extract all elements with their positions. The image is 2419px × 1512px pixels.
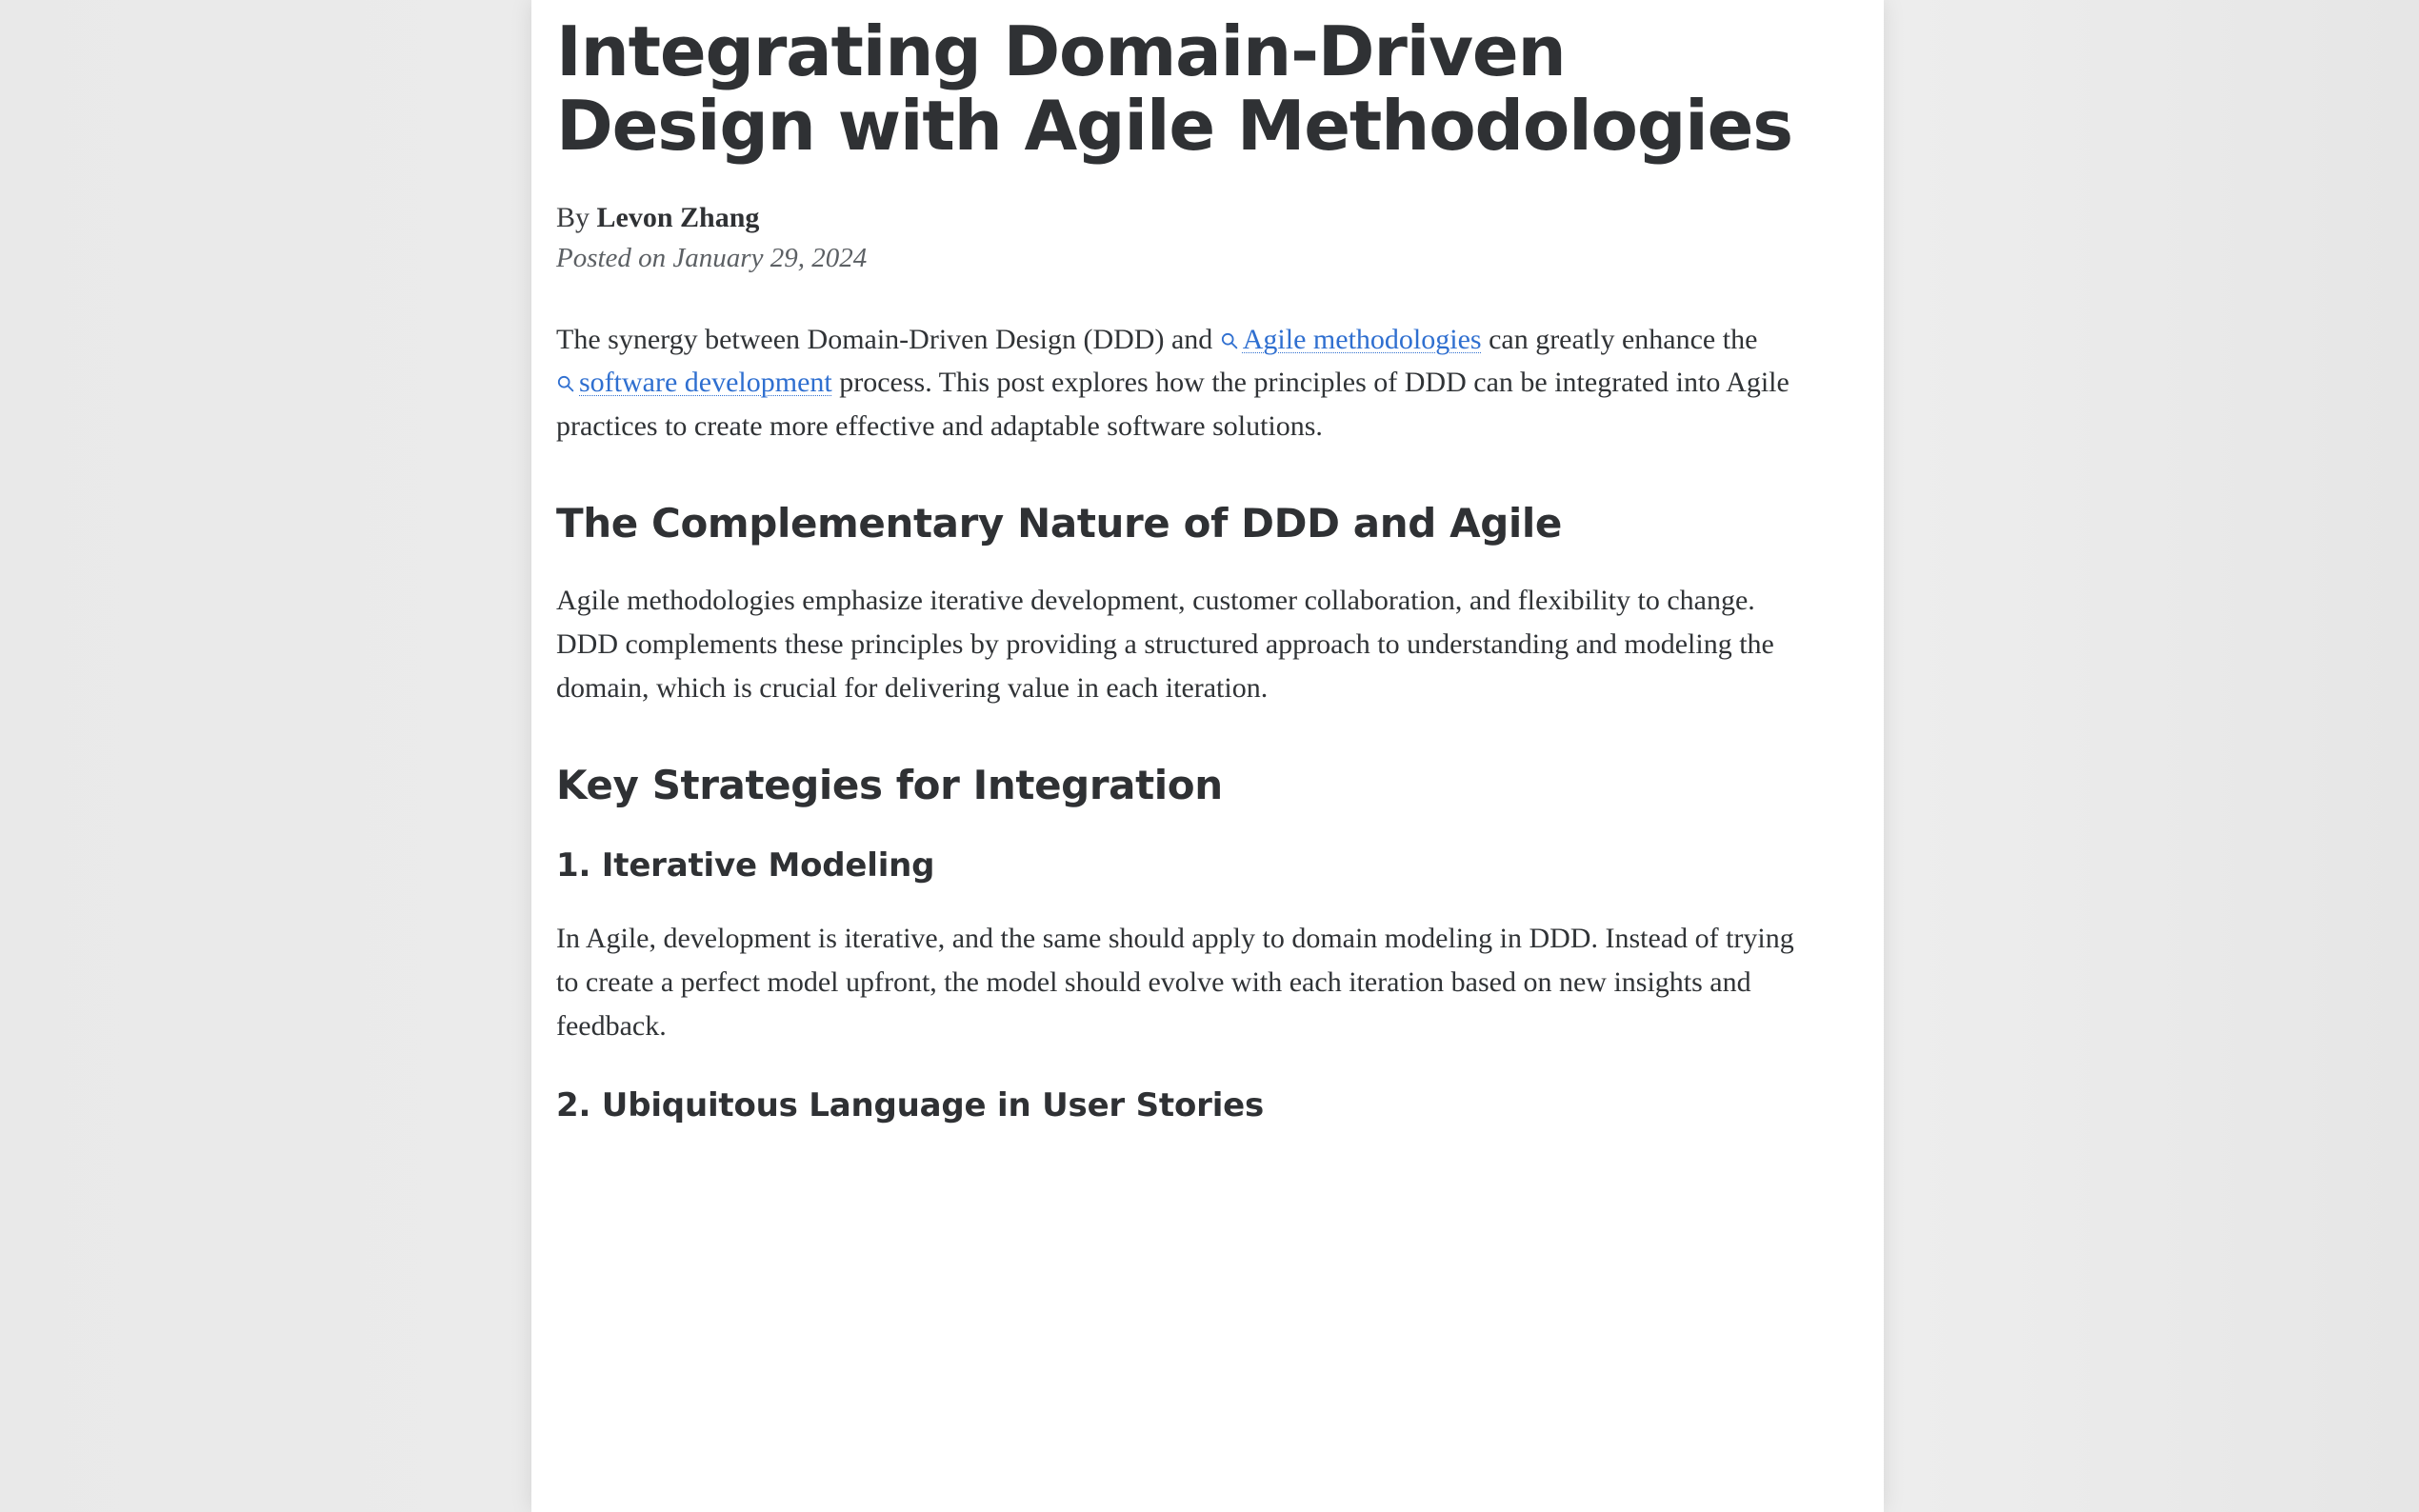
intro-text-part2: can greatly enhance the (1481, 323, 1758, 355)
posted-date: Posted on January 29, 2024 (556, 242, 868, 273)
smart-link-label: software development (579, 367, 832, 399)
subsection-heading-ubiquitous-language: 2. Ubiquitous Language in User Stories (556, 1085, 1265, 1124)
subsection-paragraph-iterative-modeling: In Agile, development is iterative, and the same should apply to domain modeling in DDD. Instead of trying to create a perfect model upfront, the model should evolve with each iteration based on new insights and feedback. (556, 922, 1794, 1042)
subsection-heading-iterative-modeling: 1. Iterative Modeling (556, 846, 935, 885)
search-icon (1220, 331, 1239, 350)
smart-link-agile-methodologies[interactable] (1220, 324, 1482, 355)
section-heading-complementary-nature: The Complementary Nature of DDD and Agile (556, 500, 1562, 547)
section-paragraph-complementary-nature: Agile methodologies emphasize iterative development, customer collaboration, and flexibility to change. DDD complements these principles by providing a structured approach to understanding and modeling the domain, which is crucial for delivering value in each iteration. (556, 585, 1774, 704)
section-heading-key-strategies: Key Strategies for Integration (556, 761, 1223, 808)
byline (556, 202, 1809, 234)
page-title: Integrating Domain-Driven Design with Agile Methodologies (556, 11, 1792, 166)
article-content (531, 0, 1884, 1124)
search-icon (556, 374, 575, 393)
intro-text-part1: The synergy between Domain-Driven Design (DDD) and (556, 323, 1220, 355)
intro-text-part3: process. This post explores how the principles of DDD can be integrated into Agile practices to create more effective and adaptable software solutions. (556, 367, 1789, 443)
smart-link-software-development[interactable] (556, 367, 832, 398)
smart-link-label: Agile methodologies (1242, 323, 1482, 355)
article-sheet (531, 0, 1884, 1512)
intro-paragraph (556, 318, 1809, 449)
byline-prefix: By (556, 201, 590, 233)
author-name: Levon Zhang (596, 201, 760, 233)
